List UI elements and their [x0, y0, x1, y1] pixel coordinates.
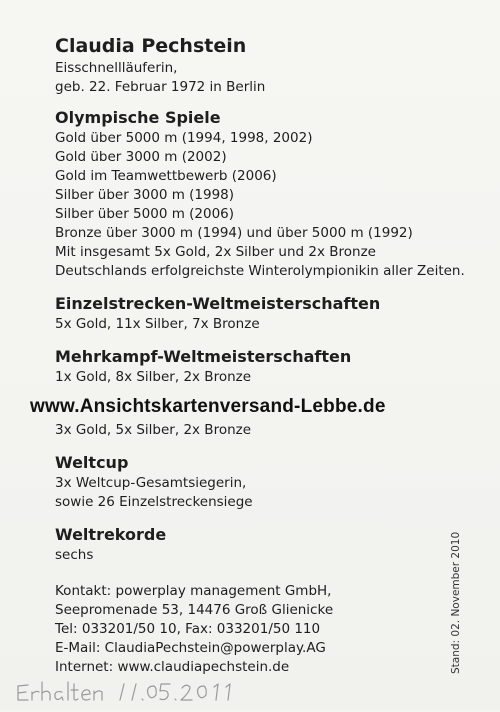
- contact-line: Tel: 033201/50 10, Fax: 033201/50 110: [55, 621, 321, 637]
- section-heading-world-records: Weltrekorde: [55, 525, 167, 544]
- olympics-line: Silber über 3000 m (1998): [55, 187, 235, 203]
- section-heading-allround-worlds: Mehrkampf-Weltmeisterschaften: [55, 347, 352, 366]
- card-content: [55, 33, 475, 677]
- worldcup-line: 3x Weltcup-Gesamtsiegerin,: [55, 475, 247, 491]
- section-heading-olympics: Olympische Spiele: [55, 108, 221, 127]
- olympics-line: Mit insgesamt 5x Gold, 2x Silber und 2x Bronze: [55, 244, 376, 260]
- intro-line: Eisschnellläuferin,: [55, 60, 178, 76]
- olympics-line: Silber über 5000 m (2006): [55, 206, 235, 222]
- handwritten-note-drawing: [14, 678, 274, 708]
- intro-line: geb. 22. Februar 1972 in Berlin: [55, 79, 266, 95]
- contact-line: E-Mail: ClaudiaPechstein@powerplay.AG: [55, 640, 326, 656]
- olympics-line: Deutschlands erfolgreichste Winterolympionikin aller Zeiten.: [55, 263, 465, 279]
- section-heading-worldcup: Weltcup: [55, 453, 129, 472]
- athlete-name: Claudia Pechstein: [55, 35, 247, 57]
- watermark-url: www.Ansichtskartenversand-Lebbe.de: [30, 396, 386, 417]
- allround-europeans-line: 3x Gold, 5x Silber, 2x Bronze: [55, 422, 252, 438]
- contact-line: Internet: www.claudiapechstein.de: [55, 659, 290, 675]
- contact-line: Kontakt: powerplay management GmbH,: [55, 583, 332, 599]
- contact-line: Seepromenade 53, 14476 Groß Glienicke: [55, 602, 334, 618]
- olympics-line: Bronze über 3000 m (1994) und über 5000 m (1992): [55, 225, 413, 241]
- olympics-line: Gold im Teamwettbewerb (2006): [55, 168, 277, 184]
- olympics-line: Gold über 5000 m (1994, 1998, 2002): [55, 130, 313, 146]
- handwritten-note: [14, 678, 274, 708]
- stand-date: Stand: 02. November 2010: [450, 531, 462, 674]
- worldcup-line: sowie 26 Einzelstreckensiege: [55, 494, 253, 510]
- world-records-line: sechs: [55, 547, 94, 563]
- single-distance-worlds-line: 5x Gold, 11x Silber, 7x Bronze: [55, 316, 260, 332]
- allround-worlds-line: 1x Gold, 8x Silber, 2x Bronze: [55, 369, 252, 385]
- section-heading-single-distance-worlds: Einzelstrecken-Weltmeisterschaften: [55, 294, 381, 313]
- olympics-line: Gold über 3000 m (2002): [55, 149, 227, 165]
